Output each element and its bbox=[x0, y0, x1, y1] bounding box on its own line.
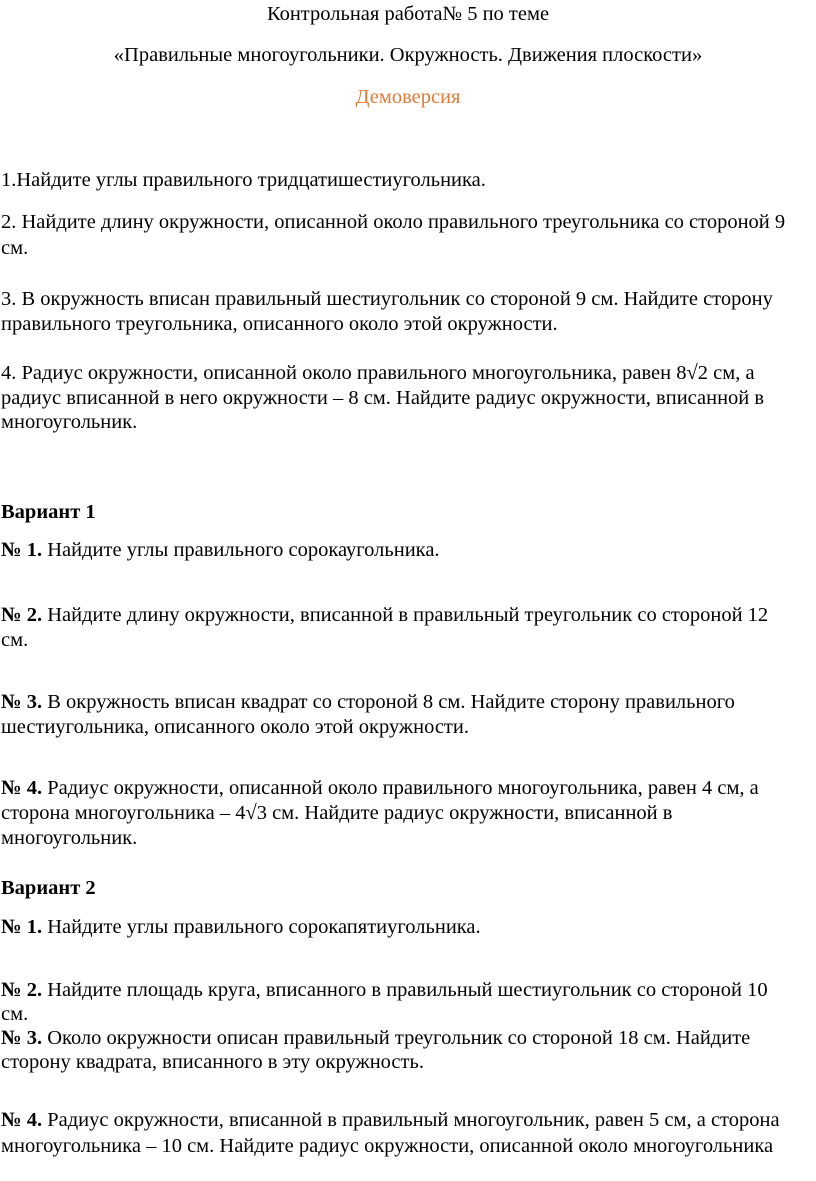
demo-label: Демоверсия bbox=[355, 86, 461, 108]
variant-1-title: Вариант 1 bbox=[1, 501, 96, 523]
v2-task-3-cont: сторону квадрата, вписанного в эту окружность. bbox=[1, 1051, 424, 1073]
demo-task-3: 3. В окружность вписан правильный шестиугольник со стороной 9 см. Найдите сторону bbox=[1, 288, 773, 310]
v2-task-4-cont: многоугольника – 10 см. Найдите радиус окружности, описанной около многоугольника bbox=[1, 1135, 774, 1157]
v2-task-3: № 3. Около окружности описан правильный треугольник со стороной 18 см. Найдите bbox=[1, 1027, 751, 1049]
v1-task-4-cont: многоугольник. bbox=[1, 827, 138, 849]
v1-task-4: № 4. Радиус окружности, описанной около правильного многоугольника, равен 4 см, а bbox=[1, 777, 759, 799]
v1-task-3-cont: шестиугольника, описанного около этой окружности. bbox=[1, 716, 469, 738]
demo-task-4-cont: радиус вписанной в него окружности – 8 см. Найдите радиус окружности, вписанной в bbox=[1, 387, 765, 409]
v2-task-2-cont: см. bbox=[1, 1003, 29, 1025]
variant-2-title: Вариант 2 bbox=[1, 877, 96, 899]
demo-task-4-cont: многоугольник. bbox=[1, 411, 138, 433]
v1-task-1: № 1. Найдите углы правильного сорокаугольника. bbox=[1, 539, 440, 561]
v1-task-3: № 3. В окружность вписан квадрат со стороной 8 см. Найдите сторону правильного bbox=[1, 691, 735, 713]
doc-subtitle: «Правильные многоугольники. Окружность. Движения плоскости» bbox=[113, 44, 703, 66]
v1-task-4-cont: сторона многоугольника – 4√3 см. Найдите радиус окружности, вписанной в bbox=[1, 802, 673, 824]
v2-task-1: № 1. Найдите углы правильного сорокапятиугольника. bbox=[1, 916, 481, 938]
v1-task-2-cont: см. bbox=[1, 629, 29, 651]
demo-task-3-cont: правильного треугольника, описанного около этой окружности. bbox=[1, 313, 558, 335]
demo-task-2: 2. Найдите длину окружности, описанной около правильного треугольника со стороной 9 bbox=[1, 211, 786, 233]
demo-task-4: 4. Радиус окружности, описанной около правильного многоугольника, равен 8√2 см, а bbox=[1, 362, 755, 384]
v1-task-2: № 2. Найдите длину окружности, вписанной в правильный треугольник со стороной 12 bbox=[1, 604, 769, 626]
v2-task-4: № 4. Радиус окружности, вписанной в правильный многоугольник, равен 5 см, а сторона bbox=[1, 1109, 780, 1131]
doc-title: Контрольная работа№ 5 по теме bbox=[266, 3, 550, 25]
demo-task-2-cont: см. bbox=[1, 237, 29, 259]
v2-task-2: № 2. Найдите площадь круга, вписанного в правильный шестиугольник со стороной 10 bbox=[1, 979, 768, 1001]
demo-task-1: 1.Найдите углы правильного тридцатишестиугольника. bbox=[1, 169, 486, 191]
